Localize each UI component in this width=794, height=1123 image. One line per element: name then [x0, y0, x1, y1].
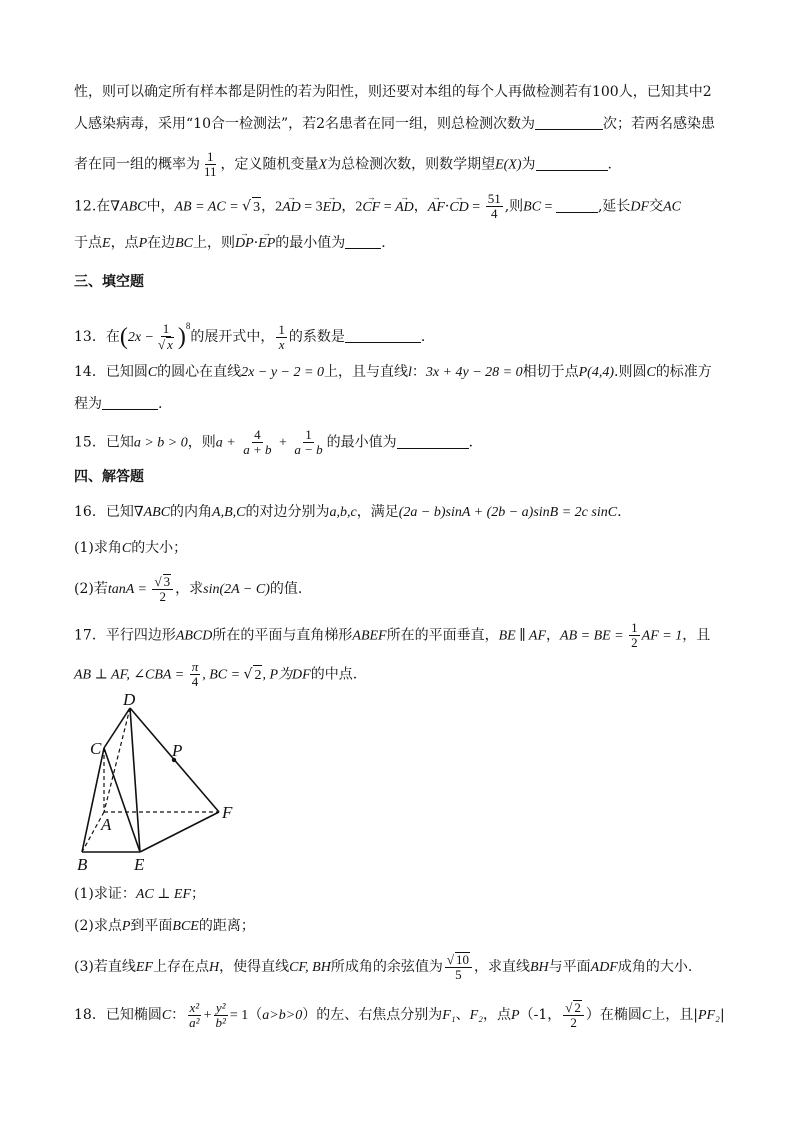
fraction: $\frac{\text{x²}}{\text{a²}}$ [189, 999, 200, 1030]
q15: 15．已知a > b > 0，则a + $\frac{4}{a + b}$ + $\frac{1}{a - b}$ 的最小值为 ． [74, 427, 483, 457]
label-P: P [172, 741, 183, 760]
label-B: B [77, 855, 88, 874]
section-heading: 三、填空题 [74, 274, 144, 290]
fraction: $\frac{1}{√ x}$ [158, 321, 173, 352]
fraction: $\frac{4}{a + b}$ [243, 427, 272, 457]
fraction: $\frac{1}{a - b}$ [294, 427, 323, 457]
answer-blank[interactable] [345, 234, 381, 249]
q14-line2: 程为 . [74, 396, 163, 412]
fraction: $\frac{51}{4}$ [487, 191, 501, 221]
answer-blank[interactable] [535, 115, 603, 130]
q17-part1: (1)求证：AC ⊥ EF； [74, 886, 206, 902]
q17-line1: 17．平行四边形ABCD所在的平面与直角梯形ABEF所在的平面垂直，BE ∥ AF，AB = BE = $\frac{1}{2}$ AF = 1，且 [74, 620, 711, 650]
q17-part3: (3)若直线EF上存在点H，使得直线CF, BH所成角的余弦值为 $\frac{√ 10}{5}$ ，求直线BH与平面ADF成角的大小. [74, 952, 693, 982]
q11-line2: 人感染病毒，采用“10合一检测法”，若2名患者在同一组，则总检测次数为 次；若两名感染患 [74, 116, 716, 132]
label-C: C [90, 739, 102, 758]
fraction: $\frac{\text{y²}}{\text{b²}}$ [215, 999, 226, 1030]
q16: 16．已知∇ABC的内角A,B,C的对边分别为a,b,c，满足(2a − b)sinA + (2b − a)sinB = 2c sinC. [74, 504, 622, 520]
q12-line1: 12.在∇ABC中，AB = AC = √ 3，2→ AD = 3→ ED，2→ CF = → AD，→ AF·→ CD = $\frac{51}{4}$ ,则BC = ,延长DF交AC [74, 192, 681, 221]
answer-blank[interactable] [102, 395, 158, 410]
q17-part2: (2)求点P到平面BCE的距离； [74, 918, 255, 934]
fraction: $\frac{√ 10}{5}$ [445, 952, 472, 982]
q17-line2: AB ⊥ AF, ∠CBA = $\frac{\pi}{4}$ , BC = √ 2, P为DF的中点. [74, 659, 358, 689]
section-heading: 四、解答题 [74, 469, 144, 485]
q14-line1: 14．已知圆C的圆心在直线2x − y − 2 = 0上，且与直线l：3x + 4y − 28 = 0相切于点P(4,4).则圆C的标准方 [74, 364, 712, 380]
label-F: F [222, 803, 233, 822]
q18: 18．已知椭圆C： $\frac{\text{x²}}{\text{a²}}$ + $\frac{\text{y²}}{\text{b²}}$ = 1（a>b>0）的左、右焦点分别为F₁、F₂，点P（-1， $\frac{√ 2}{2}$ ）在椭圆C上，且|PF₂| [74, 999, 725, 1030]
answer-blank[interactable] [345, 328, 421, 343]
fraction: $\frac{√ 3}{2}$ [152, 574, 173, 604]
pyramid-figure [74, 690, 244, 880]
fraction: $\frac{\pi}{4}$ [191, 659, 199, 689]
label-A: A [101, 815, 112, 834]
answer-blank[interactable] [556, 198, 598, 213]
fraction: $\frac{1}{x}$ [278, 321, 285, 352]
fraction: $\frac{√ 2}{2}$ [563, 1000, 584, 1030]
q16-part2: (2)若tanA = $\frac{√ 3}{2}$ ，求sin(2A − C)的值. [74, 574, 303, 604]
edge-EF [140, 812, 219, 852]
edge-DC [104, 708, 130, 748]
fraction: $\frac{1}{11}$ [204, 149, 217, 179]
q11-line1: 性，则可以确定所有样本都是阴性的若为阳性，则还要对本组的每个人再做检测若有100人，已知其中2 [74, 84, 712, 100]
label-E: E [134, 855, 145, 874]
q11-line3: 者在同一组的概率为 $\frac{1}{11}$ ，定义随机变量X为总检测次数，则数学期望E(X)为 . [74, 149, 612, 179]
answer-blank[interactable] [536, 156, 608, 171]
q12-line2: 于点E，点P在边BC上，则→ DP·→ EP的最小值为 . [74, 233, 386, 254]
fraction: $\frac{1}{2}$ [631, 620, 638, 650]
label-D: D [123, 690, 136, 709]
q16-part1: (1)求角C的大小； [74, 540, 188, 556]
edge-CB [82, 748, 104, 852]
q13: 13．在(2x − $\frac{1}{√ x}$ )$^8$的展开式中， $\frac{1}{x}$ 的系数是 . [74, 321, 426, 352]
answer-blank[interactable] [397, 434, 469, 449]
edge-DE [130, 708, 140, 852]
